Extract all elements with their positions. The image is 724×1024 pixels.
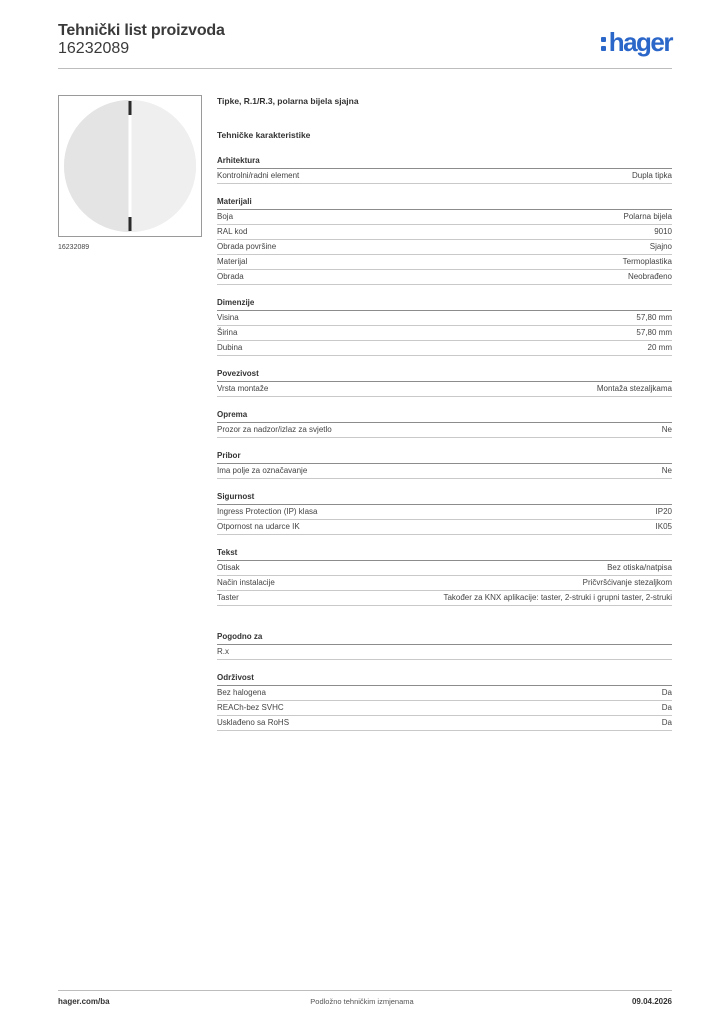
spec-value: Bez otiska/natpisa (607, 563, 672, 572)
spec-value: Dupla tipka (631, 171, 672, 180)
spec-row (217, 716, 672, 731)
spec-section (217, 369, 672, 397)
spec-label: R.x (217, 647, 229, 656)
spec-label: Otisak (217, 563, 240, 572)
product-image (58, 95, 202, 237)
footer-date: 09.04.2026 (631, 997, 672, 1006)
spec-label: Obrada površine (217, 242, 277, 251)
spec-label: Vrsta montaže (217, 384, 269, 393)
spec-value: IP20 (655, 507, 672, 516)
spec-value: Ne (661, 466, 672, 475)
spec-label: Kontrolni/radni element (217, 171, 300, 180)
spec-section (217, 156, 672, 184)
section-title: Pribor (217, 451, 672, 464)
spec-row (217, 210, 672, 225)
spec-row (217, 576, 672, 591)
spec-section (217, 197, 672, 285)
image-caption: 16232089 (58, 244, 90, 251)
spec-value: 20 mm (647, 343, 672, 352)
product-code: 16232089 (58, 40, 130, 57)
spec-row (217, 561, 672, 576)
spec-row (217, 225, 672, 240)
footer-divider (58, 990, 672, 991)
logo-dots-icon (601, 37, 606, 51)
spec-value: Sjajno (649, 242, 672, 251)
spec-value: 57,80 mm (636, 328, 672, 337)
spec-value: Pričvršćivanje stezaljkom (582, 578, 672, 587)
spec-label: Otpornost na udarce IK (217, 522, 300, 531)
spec-label: Boja (217, 212, 234, 221)
spec-value: IK05 (655, 522, 672, 531)
product-title: Tipke, R.1/R.3, polarna bijela sjajna (217, 96, 359, 106)
spec-row (217, 169, 672, 184)
spec-value: Montaža stezaljkama (596, 384, 672, 393)
spec-section (217, 673, 672, 731)
spec-row (217, 270, 672, 285)
rocker-switch-icon (59, 96, 201, 236)
spec-row (217, 645, 672, 660)
section-title: Arhitektura (217, 156, 672, 169)
spec-section (217, 548, 672, 606)
spec-row (217, 520, 672, 535)
spec-value: 57,80 mm (636, 313, 672, 322)
spec-value: Termoplastika (622, 257, 672, 266)
spec-row (217, 341, 672, 356)
spec-label: Ima polje za označavanje (217, 466, 308, 475)
spec-label: Dubina (217, 343, 243, 352)
section-title: Sigurnost (217, 492, 672, 505)
spec-value: Da (661, 703, 672, 712)
spec-section (217, 632, 672, 660)
spec-value: Ne (661, 425, 672, 434)
spec-value: Da (661, 688, 672, 697)
section-title: Pogodno za (217, 632, 672, 645)
spec-label: Taster (217, 593, 239, 602)
spec-label: Način instalacije (217, 578, 275, 587)
spec-value: Također za KNX aplikacije: taster, 2-struki i grupni taster, 2-struki (443, 593, 672, 602)
spec-label: Bez halogena (217, 688, 266, 697)
spec-row (217, 326, 672, 341)
section-title: Oprema (217, 410, 672, 423)
tech-characteristics-title: Tehničke karakteristike (217, 130, 311, 140)
header-divider (58, 68, 672, 69)
section-title: Povezivost (217, 369, 672, 382)
spec-section (217, 451, 672, 479)
footer-website: hager.com/ba (58, 997, 110, 1006)
logo-text: hager (608, 27, 672, 57)
spec-label: Širina (217, 328, 238, 337)
spec-value: Polarna bijela (623, 212, 672, 221)
spec-label: Prozor za nadzor/izlaz za svjetlo (217, 425, 332, 434)
spec-row (217, 591, 672, 606)
spec-value: Da (661, 718, 672, 727)
spec-value: 9010 (654, 227, 672, 236)
section-title: Materijali (217, 197, 672, 210)
spec-row (217, 686, 672, 701)
spec-label: Usklađeno sa RoHS (217, 718, 290, 727)
spec-content (217, 96, 672, 731)
spec-row (217, 382, 672, 397)
spec-row (217, 701, 672, 716)
spec-label: Visina (217, 313, 239, 322)
spec-row (217, 240, 672, 255)
spec-label: RAL kod (217, 227, 248, 236)
spec-label: Materijal (217, 257, 248, 266)
spec-row (217, 505, 672, 520)
section-title: Dimenzije (217, 298, 672, 311)
section-title: Tekst (217, 548, 672, 561)
spec-row (217, 464, 672, 479)
section-title: Održivost (217, 673, 672, 686)
spec-row (217, 255, 672, 270)
footer-disclaimer: Podložno tehničkim izmjenama (310, 997, 414, 1006)
page-title: Tehnički list proizvoda (58, 22, 225, 39)
spec-label: Ingress Protection (IP) klasa (217, 507, 318, 516)
spec-row (217, 423, 672, 438)
spec-section (217, 410, 672, 438)
spec-value: Neobrađeno (627, 272, 672, 281)
spec-label: Obrada (217, 272, 244, 281)
spec-section (217, 298, 672, 356)
spec-label: REACh-bez SVHC (217, 703, 284, 712)
spec-row (217, 311, 672, 326)
hager-logo (601, 28, 672, 56)
spec-section (217, 492, 672, 535)
